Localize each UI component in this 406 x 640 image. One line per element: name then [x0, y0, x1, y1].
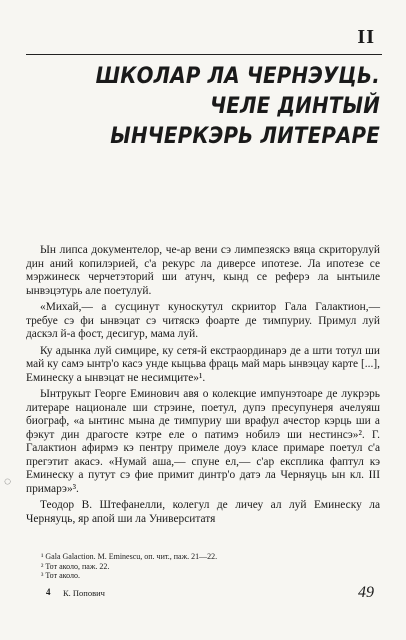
footnote: ¹ Gala Galaction. M. Eminescu, оп. чит., паж. 21—22. [41, 552, 218, 561]
signature-name: К. Попович [63, 588, 105, 598]
title-line: ЧЕЛЕ ДИНТЫЙ [210, 94, 380, 119]
page-footer [46, 586, 380, 604]
footnote: ³ Тот аколо. [41, 571, 80, 581]
signature-number: 4 [46, 587, 51, 597]
header-rule [26, 54, 382, 55]
paragraph: Ын липса документелор, че-ар вени сэ лимпезяскэ вяца скриторулуй дин аний копилэрией, с'а рекурс ла диверсе ипотезе. Ла ипотезе се мэржинеск черчетэторий ши атунч, кынд се реферэ ла ынтыиле ынвэцэтурь але поетулуй. [26, 244, 380, 297]
margin-mark: ◌ [4, 474, 12, 488]
paragraph: «Михай,— а сусцинут куноскутул скриитор Гала Галактион,— требуе сэ фи ынвэцат сэ читяскэ фоарте де тимпуриу. Примул луй даскэл й-а фост, десигур, мама луй. [26, 301, 380, 340]
paragraph: Ку адынка луй симцире, ку сетя-й екстраординарэ де а шти тотул ши май ку самэ ынтр'о касэ унде кыцьва фраць май марь ынвэцау карте [...], Еминеску а ынвэцат не несимците»¹. [26, 344, 380, 384]
chapter-number: II [357, 26, 375, 48]
footnotes [41, 552, 381, 581]
title-line: ЫНЧЕРКЭРЬ ЛИТЕРАРЕ [110, 124, 380, 149]
paragraph: Теодор В. Штефанелли, колегул де личеу ал луй Еминеску ла Черняуць, яр апой ши ла Университатя [26, 499, 380, 525]
chapter-title [54, 62, 380, 152]
body-text [26, 244, 380, 529]
page-number: 49 [358, 584, 374, 601]
footnote: ² Тот аколо, паж. 22. [41, 561, 110, 571]
paragraph: Ынтрукыт Георге Еминович авя о колекцие импунэтоаре де лукрэрь литераре национале ши стрэине, поетул, дупэ пресупунеря ачелуяш биограф, «а ынтинс мына де тимпуриу ши врафул ачестор кэрць ши а фэкут дин драгосте кэтре еле о патимэ нобилэ ши нестинсэ»². Г. Галактион афирмэ кэ пентру примеле доуэ класе примаре поетул с'а прегэтит акасэ. «Нумай аша,— спуне ел,— с'ар експлика фаптул кэ Еминеску а путут сэ фие примит динтр'о датэ ла Черняуць ын кл. III примарэ»³. [26, 388, 380, 495]
title-line: ШКОЛАР ЛА ЧЕРНЭУЦЬ. [95, 64, 380, 89]
